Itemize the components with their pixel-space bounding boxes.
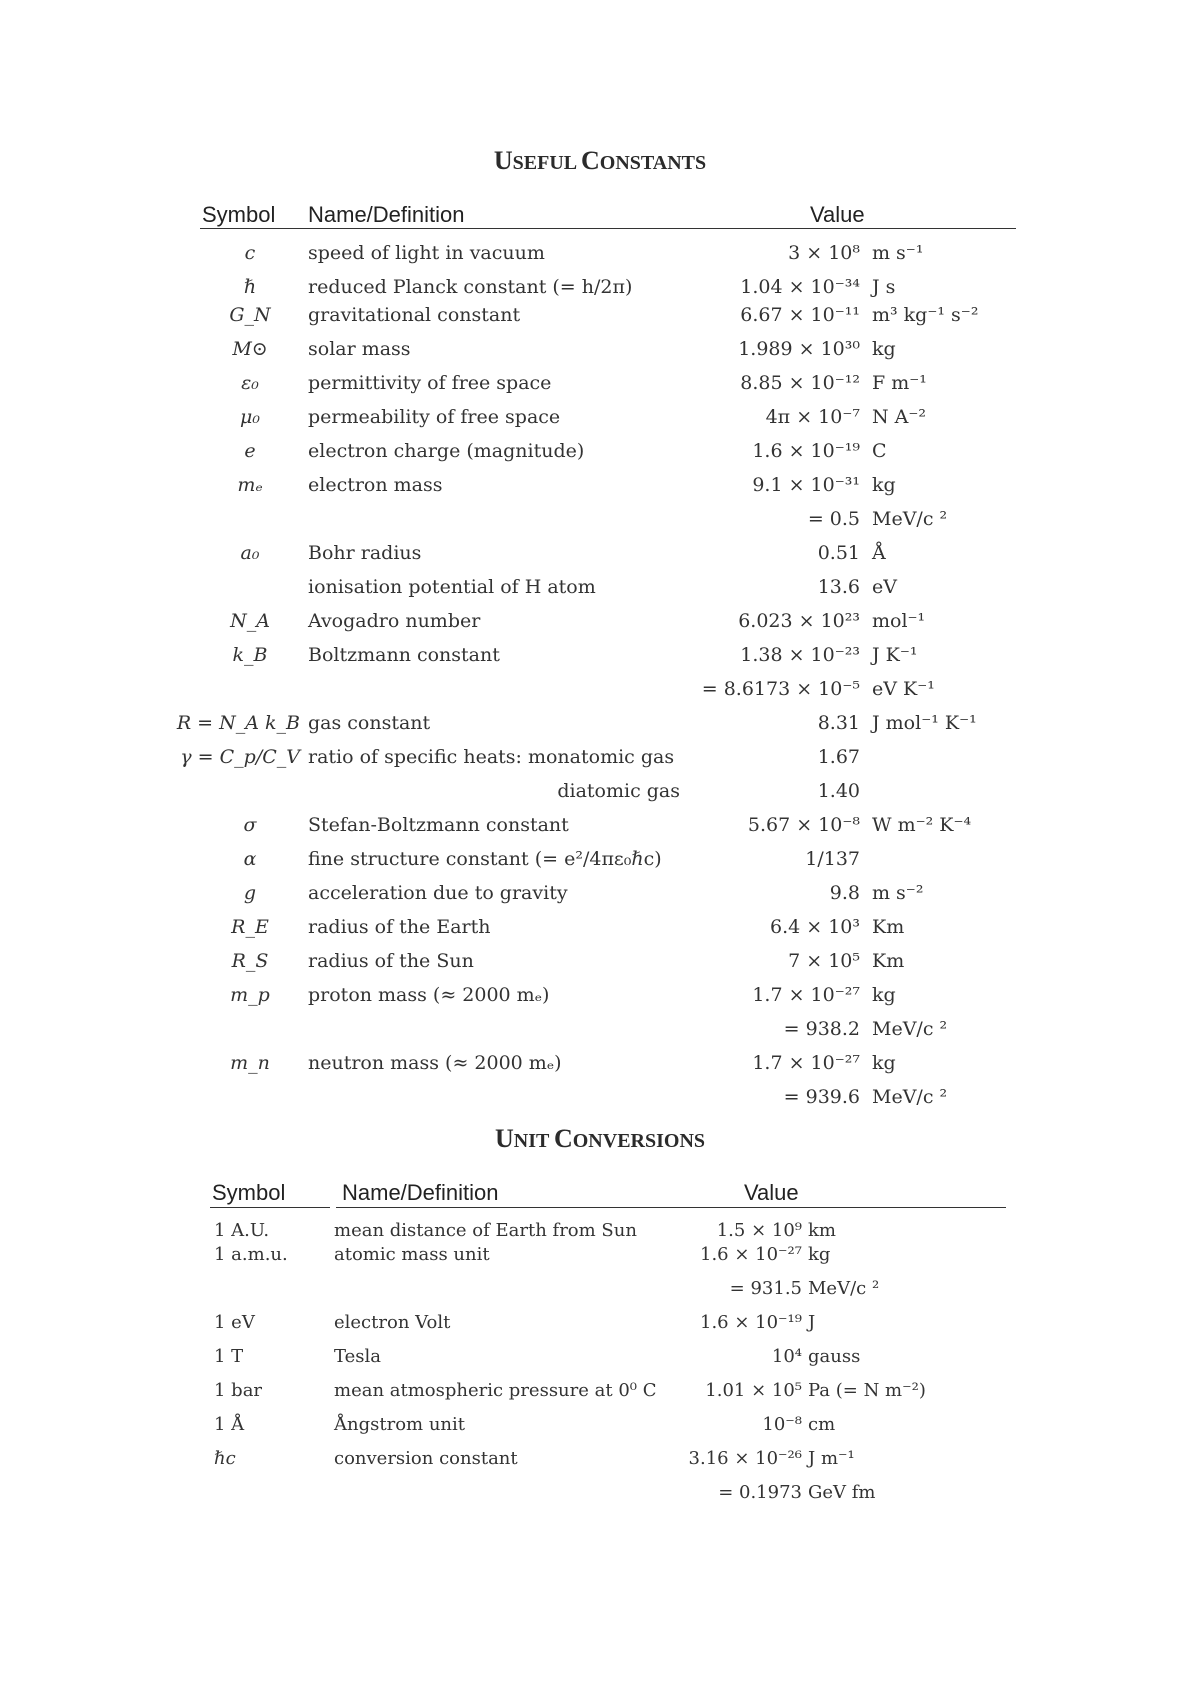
constant-name: Avogadro number xyxy=(308,610,481,632)
conversion-value: 1.5 × 10⁹ xyxy=(716,1220,802,1241)
constant-value: 3 × 10⁸ xyxy=(788,242,860,264)
constant-name: Stefan-Boltzmann constant xyxy=(308,814,569,836)
constant-value: 6.67 × 10⁻¹¹ xyxy=(740,304,860,326)
constant-name: radius of the Sun xyxy=(308,950,474,972)
table-row xyxy=(0,740,1200,774)
constant-unit: N A⁻² xyxy=(872,406,927,428)
table-row xyxy=(0,400,1200,434)
conversion-symbol: 1 eV xyxy=(214,1312,255,1333)
title-initial: U xyxy=(494,1124,514,1153)
title-rest: NIT xyxy=(513,1130,554,1152)
constant-name: reduced Planck constant (= h/2π) xyxy=(308,276,633,298)
constant-value: 9.1 × 10⁻³¹ xyxy=(752,474,860,496)
constant-name: proton mass (≈ 2000 mₑ) xyxy=(308,984,550,1006)
constant-value: 1/137 xyxy=(805,848,860,870)
table-row xyxy=(0,236,1200,270)
constant-symbol: m_n xyxy=(230,1052,270,1074)
constant-value: 4π × 10⁻⁷ xyxy=(765,406,860,428)
table-row xyxy=(0,1442,1200,1476)
table-row xyxy=(0,1306,1200,1340)
constant-name: ratio of specific heats: monatomic gas xyxy=(308,746,675,768)
constant-symbol: m_p xyxy=(230,984,270,1006)
conversion-name: Ångstrom unit xyxy=(334,1414,465,1435)
conversion-name: electron Volt xyxy=(334,1312,451,1333)
column-header-name: Name/Definition xyxy=(308,202,465,227)
constant-name: radius of the Earth xyxy=(308,916,491,938)
conversion-unit: GeV fm xyxy=(808,1482,876,1503)
constant-value: 1.38 × 10⁻²³ xyxy=(740,644,860,666)
table-row xyxy=(0,570,1200,604)
table-row xyxy=(0,332,1200,366)
constant-unit: m s⁻² xyxy=(872,882,924,904)
constant-unit: mol⁻¹ xyxy=(872,610,926,632)
conversion-unit: kg xyxy=(808,1244,831,1265)
constant-unit: MeV/c ² xyxy=(872,508,948,530)
table-row xyxy=(0,842,1200,876)
constant-unit: m³ kg⁻¹ s⁻² xyxy=(872,304,979,326)
title-rest: ONVERSIONS xyxy=(572,1130,706,1152)
constant-value: 13.6 xyxy=(817,576,860,598)
constant-value: = 0.5 xyxy=(807,508,860,530)
constant-symbol: R = N_A k_B xyxy=(176,712,300,734)
title-initial: C xyxy=(553,1124,573,1153)
title-rest: SEFUL xyxy=(512,152,582,174)
constant-unit: kg xyxy=(872,1052,896,1074)
table-row xyxy=(0,1374,1200,1408)
constant-value: 7 × 10⁵ xyxy=(788,950,860,972)
constant-symbol: g xyxy=(243,882,257,904)
constant-name: electron mass xyxy=(308,474,443,496)
unit-conversions-title xyxy=(0,1124,1200,1154)
table-row xyxy=(0,1272,1200,1306)
conversion-unit: gauss xyxy=(808,1346,861,1367)
constant-symbol: mₑ xyxy=(237,474,263,496)
constant-value: 1.6 × 10⁻¹⁹ xyxy=(752,440,860,462)
conversion-value: = 931.5 xyxy=(729,1278,802,1299)
constant-value: 6.4 × 10³ xyxy=(769,916,860,938)
header-rule xyxy=(200,228,1016,229)
conversion-value: 1.6 × 10⁻²⁷ xyxy=(700,1244,802,1265)
constant-value: 6.023 × 10²³ xyxy=(738,610,860,632)
conversion-symbol: 1 A.U. xyxy=(214,1220,270,1241)
table-row xyxy=(0,1046,1200,1080)
header-rule-symbol xyxy=(210,1207,330,1208)
constant-unit: W m⁻² K⁻⁴ xyxy=(872,814,972,836)
conversion-unit: J m⁻¹ xyxy=(808,1448,855,1469)
constant-symbol: R_E xyxy=(231,916,269,938)
conversion-symbol: ℏc xyxy=(214,1448,236,1469)
constant-symbol: M⊙ xyxy=(232,338,268,360)
header-rule xyxy=(336,1207,1006,1208)
constant-unit: kg xyxy=(872,474,896,496)
constant-symbol: μ₀ xyxy=(240,406,260,428)
constant-value: 0.51 xyxy=(817,542,860,564)
table-row xyxy=(0,536,1200,570)
title-initial: C xyxy=(581,146,600,175)
table-row xyxy=(0,1476,1200,1510)
table-row xyxy=(0,1340,1200,1374)
conversion-name: atomic mass unit xyxy=(334,1244,490,1265)
constant-value: 9.8 xyxy=(829,882,860,904)
column-header-value: Value xyxy=(744,1180,799,1205)
constant-value: 8.85 × 10⁻¹² xyxy=(740,372,860,394)
constant-unit: eV K⁻¹ xyxy=(872,678,935,700)
table-row xyxy=(0,706,1200,740)
conversion-unit: cm xyxy=(808,1414,836,1435)
conversion-symbol: 1 bar xyxy=(214,1380,263,1401)
constant-name: fine structure constant (= e²/4πε₀ℏc) xyxy=(308,848,662,870)
table-row xyxy=(0,808,1200,842)
column-header-symbol: Symbol xyxy=(202,202,276,227)
table-row xyxy=(0,468,1200,502)
constant-unit: kg xyxy=(872,984,896,1006)
constant-unit: C xyxy=(872,440,887,462)
constant-symbol: c xyxy=(244,242,256,264)
constant-name: acceleration due to gravity xyxy=(308,882,568,904)
constant-name: diatomic gas xyxy=(557,780,680,802)
constant-unit: J s xyxy=(872,276,896,298)
constant-unit: F m⁻¹ xyxy=(872,372,927,394)
table-row xyxy=(0,910,1200,944)
constant-symbol: σ xyxy=(243,814,257,836)
constant-name: gravitational constant xyxy=(308,304,521,326)
constant-symbol: R_S xyxy=(231,950,269,972)
column-header-value: Value xyxy=(810,202,865,227)
constant-name: permittivity of free space xyxy=(308,372,552,394)
table-row xyxy=(0,1012,1200,1046)
constant-symbol: G_N xyxy=(229,304,271,326)
table-row xyxy=(0,434,1200,468)
constant-unit: Km xyxy=(872,916,905,938)
table-row xyxy=(0,876,1200,910)
conversion-name: mean atmospheric pressure at 0⁰ C xyxy=(334,1380,657,1401)
table-row xyxy=(0,638,1200,672)
table-row xyxy=(0,604,1200,638)
constant-name: electron charge (magnitude) xyxy=(308,440,585,462)
conversion-symbol: 1 T xyxy=(214,1346,244,1367)
table-row xyxy=(0,672,1200,706)
constant-symbol: ℏ xyxy=(243,276,257,298)
constant-unit: kg xyxy=(872,338,896,360)
conversion-value: 1.01 × 10⁵ xyxy=(705,1380,802,1401)
conversion-name: conversion constant xyxy=(334,1448,518,1469)
useful-constants-title xyxy=(0,146,1200,176)
conversion-symbol: 1 Å xyxy=(214,1414,245,1435)
constant-value: 1.7 × 10⁻²⁷ xyxy=(752,984,860,1006)
constant-value: = 939.6 xyxy=(783,1086,860,1108)
constant-unit: MeV/c ² xyxy=(872,1018,948,1040)
constant-name: solar mass xyxy=(308,338,411,360)
column-header-name: Name/Definition xyxy=(342,1180,499,1205)
conversion-value: 10⁻⁸ xyxy=(762,1414,802,1435)
table-row xyxy=(0,978,1200,1012)
constant-symbol: k_B xyxy=(232,644,268,666)
conversion-value: = 0.1973 xyxy=(718,1482,802,1503)
table-row xyxy=(0,298,1200,332)
conversion-name: Tesla xyxy=(334,1346,381,1367)
constant-unit: Km xyxy=(872,950,905,972)
constant-symbol: a₀ xyxy=(240,542,260,564)
constant-name: permeability of free space xyxy=(308,406,561,428)
title-rest: ONSTANTS xyxy=(599,152,707,174)
constant-value: 1.04 × 10⁻³⁴ xyxy=(740,276,860,298)
constant-unit: Å xyxy=(872,542,886,564)
table-row xyxy=(0,1238,1200,1272)
table-row xyxy=(0,944,1200,978)
table-row xyxy=(0,366,1200,400)
conversion-value: 10⁴ xyxy=(771,1346,802,1367)
conversion-value: 1.6 × 10⁻¹⁹ xyxy=(700,1312,802,1333)
conversion-name: mean distance of Earth from Sun xyxy=(334,1220,637,1241)
constant-unit: MeV/c ² xyxy=(872,1086,948,1108)
constant-name: speed of light in vacuum xyxy=(308,242,545,264)
column-header-symbol: Symbol xyxy=(212,1180,286,1205)
constant-symbol: e xyxy=(244,440,256,462)
conversion-symbol: 1 a.m.u. xyxy=(214,1244,288,1265)
constant-symbol: N_A xyxy=(230,610,270,632)
constant-name: ionisation potential of H atom xyxy=(308,576,596,598)
constant-symbol: ε₀ xyxy=(241,372,259,394)
constant-value: 1.989 × 10³⁰ xyxy=(738,338,860,360)
constant-value: = 8.6173 × 10⁻⁵ xyxy=(701,678,860,700)
constant-unit: J K⁻¹ xyxy=(872,644,918,666)
conversion-unit: km xyxy=(808,1220,836,1241)
constant-symbol: α xyxy=(243,848,257,870)
constant-name: gas constant xyxy=(308,712,431,734)
conversion-unit: Pa (= N m⁻²) xyxy=(808,1380,926,1401)
constant-name: neutron mass (≈ 2000 mₑ) xyxy=(308,1052,562,1074)
conversion-unit: J xyxy=(808,1312,816,1333)
table-row xyxy=(0,774,1200,808)
conversion-unit: MeV/c ² xyxy=(808,1278,880,1299)
constant-value: 1.7 × 10⁻²⁷ xyxy=(752,1052,860,1074)
constant-name: Boltzmann constant xyxy=(308,644,500,666)
constant-symbol: γ = C_p/C_V xyxy=(180,746,300,768)
title-initial: U xyxy=(493,146,513,175)
constant-value: 1.67 xyxy=(817,746,860,768)
table-row xyxy=(0,1408,1200,1442)
constant-value: 5.67 × 10⁻⁸ xyxy=(747,814,860,836)
table-row xyxy=(0,1080,1200,1114)
constant-unit: m s⁻¹ xyxy=(872,242,924,264)
constant-value: 8.31 xyxy=(817,712,860,734)
constant-unit: eV xyxy=(872,576,897,598)
conversion-value: 3.16 × 10⁻²⁶ xyxy=(688,1448,802,1469)
table-row xyxy=(0,502,1200,536)
constant-name: Bohr radius xyxy=(308,542,422,564)
constant-value: = 938.2 xyxy=(783,1018,860,1040)
constant-value: 1.40 xyxy=(817,780,860,802)
constant-unit: J mol⁻¹ K⁻¹ xyxy=(872,712,977,734)
